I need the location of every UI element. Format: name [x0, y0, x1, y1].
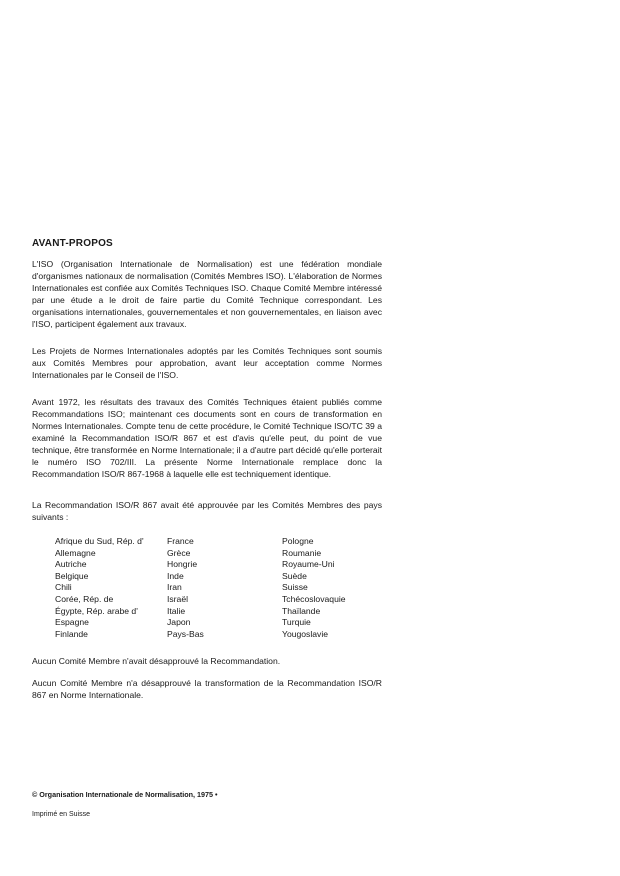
country-item: Finlande [55, 628, 88, 639]
country-item: Israël [167, 593, 189, 604]
country-item: Hongrie [167, 559, 198, 570]
country-item: Allemagne [55, 547, 96, 558]
country-item: Yougoslavie [282, 628, 329, 639]
country-item: Suède [282, 570, 307, 581]
paragraph-no-disapproval-recommendation: Aucun Comité Membre n'avait désapprouvé la Recommandation. [32, 656, 281, 666]
country-item: Grèce [167, 547, 191, 558]
country-item: Espagne [55, 617, 89, 628]
country-item: Suisse [282, 582, 308, 593]
copyright-line: © Organisation Internationale de Normalisation, 1975 • [32, 790, 218, 799]
country-item: Roumanie [282, 547, 322, 558]
country-item: Japon [167, 617, 191, 628]
country-item: France [167, 536, 194, 546]
country-item: Inde [167, 570, 184, 581]
paragraph-iso-intro: L'ISO (Organisation Internationale de Normalisation) est une fédération mondiale d'organismes nationaux de normalisation (Comités Membres ISO). L'élaboration de Normes Internationales est confiée aux Comités Techniques ISO. Chaque Comité Membre intéressé par une étude a le droit de faire partie du Comité Technique correspondant. Les organisations internationales, gouvernementales et non gouvernementales, en liaison avec l'ISO, participent également aux travaux. [32, 259, 382, 329]
country-item: Belgique [55, 570, 89, 581]
country-item: Égypte, Rép. arabe d' [55, 605, 138, 616]
country-item: Chili [55, 582, 72, 593]
printed-in-line: Imprimé en Suisse [32, 811, 90, 818]
country-item: Afrique du Sud, Rép. d' [55, 536, 144, 546]
paragraph-draft-standards: Les Projets de Normes Internationales adoptés par les Comités Techniques sont soumis aux Comités Membres pour approbation, avant leur acceptation comme Normes Internationales par le Conseil de l'ISO. [32, 346, 382, 380]
country-item: Pologne [282, 536, 314, 546]
country-item: Royaume-Uni [282, 559, 335, 570]
country-column-2 [167, 536, 204, 640]
section-heading: AVANT-PROPOS [32, 238, 113, 249]
paragraph-no-disapproval-transformation: Aucun Comité Membre n'a désapprouvé la transformation de la Recommandation ISO/R 867 en Norme Internationale. [32, 678, 382, 700]
country-item: Thaïlande [282, 605, 321, 616]
country-item: Turquie [282, 617, 311, 628]
country-item: Tchécoslovaquie [282, 593, 346, 604]
paragraph-history: Avant 1972, les résultats des travaux des Comités Techniques étaient publiés comme Recommandations ISO; maintenant ces documents sont en cours de transformation en Normes Internationales. Compte tenu de cette procédure, le Comité Technique ISO/TC 39 a examiné la Recommandation ISO/R 867 et est d'avis qu'elle peut, du point de vue technique, être transformée en Norme Internationale; il a d'autre part décidé qu'elle porterait le numéro ISO 702/III. La présente Norme Internationale remplace donc la Recommandation ISO/R 867-1968 à laquelle elle est techniquement identique. [32, 397, 382, 479]
country-item: Autriche [55, 559, 87, 570]
paragraph-approval-intro: La Recommandation ISO/R 867 avait été approuvée par les Comités Membres des pays suivants : [32, 500, 382, 522]
country-item: Italie [167, 605, 186, 616]
country-item: Corée, Rép. de [55, 593, 114, 604]
country-item: Iran [167, 582, 182, 593]
country-column-1 [55, 536, 144, 640]
country-item: Pays-Bas [167, 628, 204, 639]
country-column-3 [282, 536, 346, 640]
